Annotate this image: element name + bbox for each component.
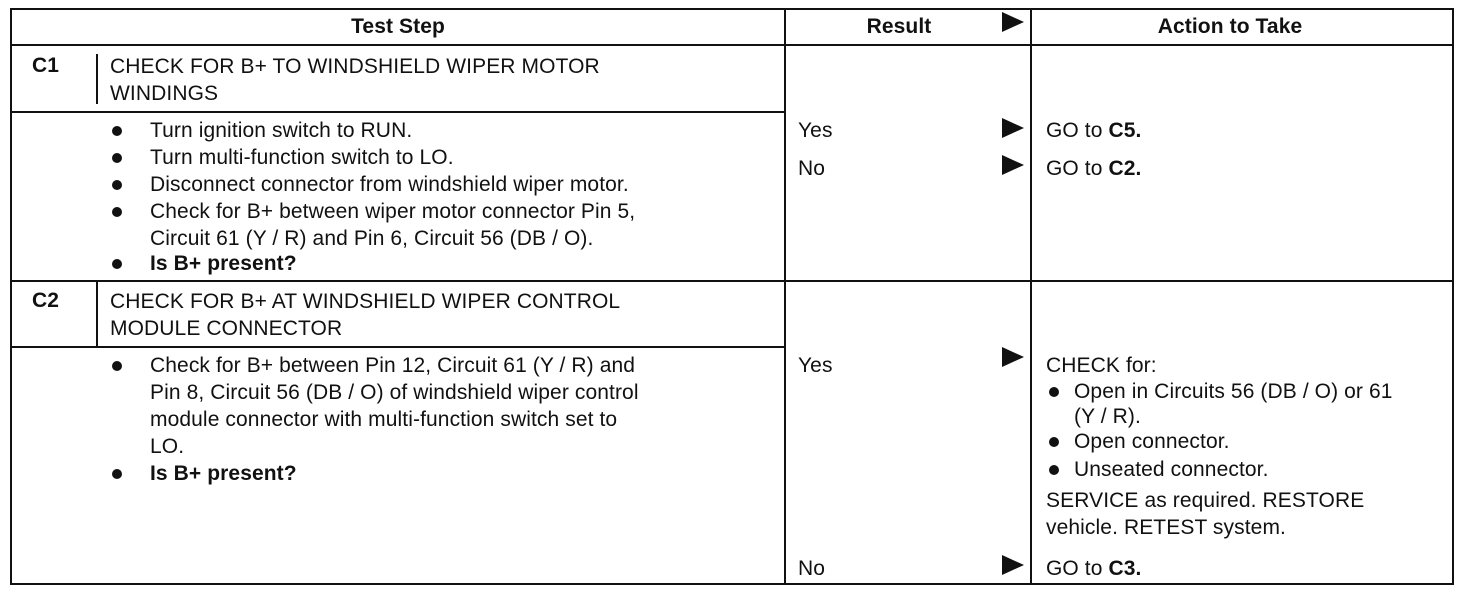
step-instruction: module connector with multi-function switch set to xyxy=(150,408,618,431)
action-goto: GO to C5. xyxy=(1046,119,1142,142)
step-instruction: Disconnect connector from windshield wiper motor. xyxy=(150,173,629,196)
bullet-icon xyxy=(112,180,122,190)
result-action-divider xyxy=(1030,8,1032,585)
step-instruction: Check for B+ between Pin 12, Circuit 61 (Y / R) and xyxy=(150,354,636,377)
action-item: (Y / R). xyxy=(1074,405,1141,428)
table-top-border xyxy=(10,8,1454,10)
c1-row-bottom-border xyxy=(10,280,1454,282)
action-goto: GO to C2. xyxy=(1046,157,1142,180)
step-instruction: Circuit 61 (Y / R) and Pin 6, Circuit 56 (DB / O). xyxy=(150,227,594,250)
step-result-divider xyxy=(784,8,786,585)
result-yes: Yes xyxy=(798,119,833,142)
table-left-border xyxy=(10,8,12,585)
header-test-step: Test Step xyxy=(351,15,445,38)
bullet-icon xyxy=(112,469,122,479)
step-title-line: WINDINGS xyxy=(110,82,219,105)
bullet-icon xyxy=(112,361,122,371)
action-item: Open connector. xyxy=(1074,430,1230,453)
step-instruction: LO. xyxy=(150,435,185,458)
result-no: No xyxy=(798,157,826,180)
header-result: Result xyxy=(866,15,932,38)
c1-title-bottom-border xyxy=(10,111,785,113)
result-yes: Yes xyxy=(798,354,833,377)
step-instruction: Turn ignition switch to RUN. xyxy=(150,119,413,142)
bullet-icon xyxy=(1049,387,1059,397)
bullet-icon xyxy=(112,207,122,217)
step-title-line: MODULE CONNECTOR xyxy=(110,317,343,340)
header-action: Action to Take xyxy=(1157,15,1303,38)
step-question: Is B+ present? xyxy=(150,462,297,485)
bullet-icon xyxy=(1049,465,1059,475)
table-right-border xyxy=(1452,8,1454,585)
bullet-icon xyxy=(1049,437,1059,447)
bullet-icon xyxy=(112,126,122,136)
header-bottom-border xyxy=(10,44,1454,46)
bullet-icon xyxy=(112,153,122,163)
step-title-line: CHECK FOR B+ AT WINDSHIELD WIPER CONTROL xyxy=(110,290,621,313)
bullet-icon xyxy=(112,259,122,269)
result-no: No xyxy=(798,557,826,580)
arrow-icon xyxy=(1002,155,1024,175)
step-instruction: Pin 8, Circuit 56 (DB / O) of windshield wiper control xyxy=(150,381,639,404)
header-arrow-icon xyxy=(1002,12,1024,32)
step-id: C2 xyxy=(32,289,60,312)
c2-title-bottom-border xyxy=(10,346,785,348)
arrow-icon xyxy=(1002,347,1024,367)
arrow-icon xyxy=(1002,118,1024,138)
step-title-line: CHECK FOR B+ TO WINDSHIELD WIPER MOTOR xyxy=(110,55,600,78)
step-id: C1 xyxy=(32,54,60,77)
c2-id-divider xyxy=(96,282,98,346)
arrow-icon xyxy=(1002,555,1024,575)
action-item: Unseated connector. xyxy=(1074,458,1269,481)
action-goto: GO to C3. xyxy=(1046,557,1142,580)
action-heading: CHECK for: xyxy=(1046,354,1157,377)
action-item: Open in Circuits 56 (DB / O) or 61 xyxy=(1074,380,1393,403)
step-instruction: Turn multi-function switch to LO. xyxy=(150,146,454,169)
c1-id-divider xyxy=(96,54,98,104)
action-footer: vehicle. RETEST system. xyxy=(1046,516,1286,539)
step-question: Is B+ present? xyxy=(150,252,297,275)
action-footer: SERVICE as required. RESTORE xyxy=(1046,489,1365,512)
table-bottom-border xyxy=(10,583,1454,585)
step-instruction: Check for B+ between wiper motor connector Pin 5, xyxy=(150,200,636,223)
